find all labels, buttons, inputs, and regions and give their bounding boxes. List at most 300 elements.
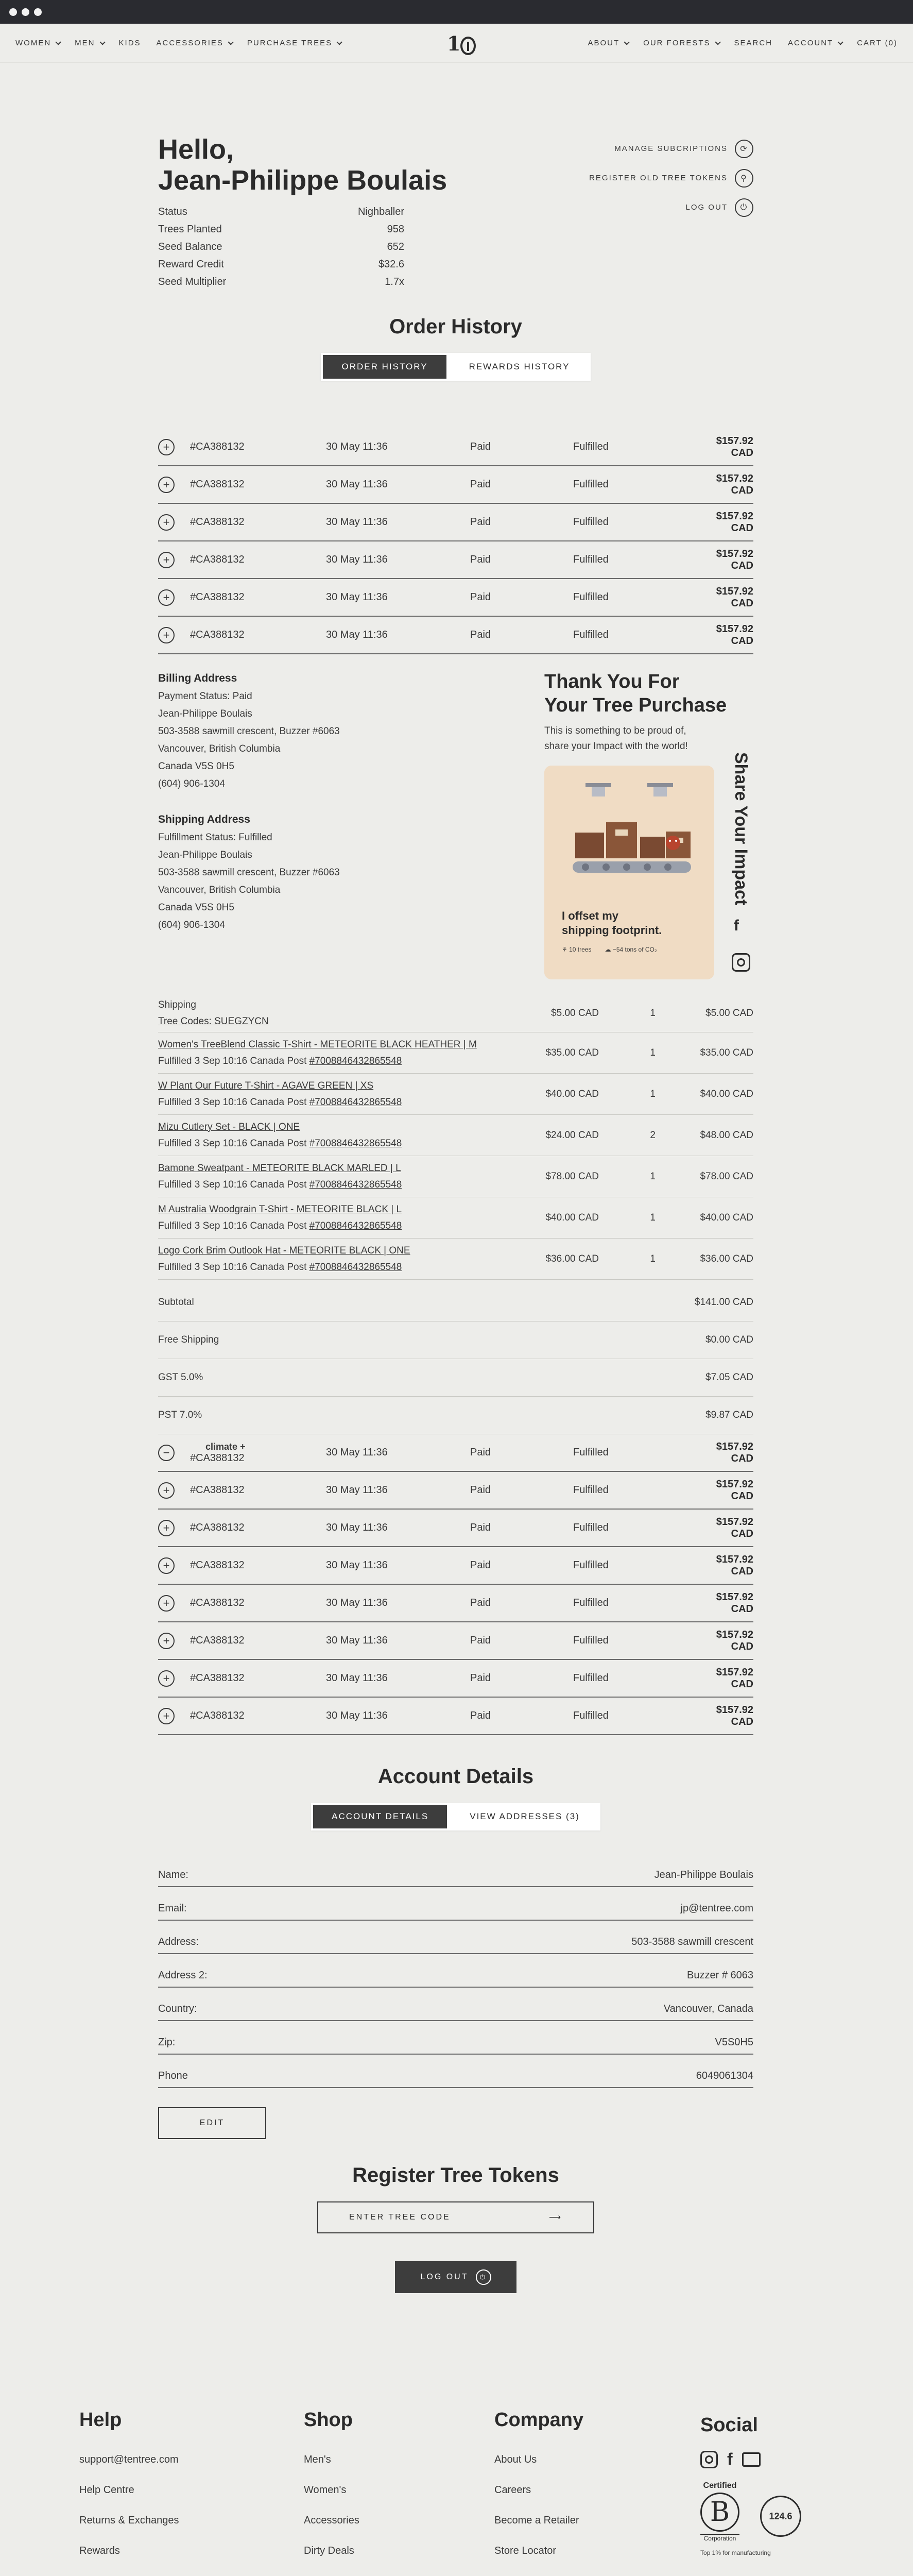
logout-icon: ⏻ <box>476 2269 491 2285</box>
thank-text-1: This is something to be proud of, <box>544 725 686 736</box>
line-item-price: $40.00 CAD <box>545 1088 599 1099</box>
window-close-dot[interactable] <box>9 8 17 16</box>
order-id: #CA388132 <box>190 554 245 565</box>
order-date: 30 May 11:36 <box>326 479 388 490</box>
order-status: Fulfilled <box>573 1484 609 1496</box>
chevron-down-icon <box>715 39 720 45</box>
thank-title-1: Thank You For <box>544 671 680 692</box>
order-status: Fulfilled <box>573 1597 609 1608</box>
expand-icon[interactable]: + <box>158 1482 175 1499</box>
line-item-name[interactable]: Logo Cork Brim Outlook Hat - METEORITE BLACK | ONE <box>158 1245 410 1256</box>
field-label: Name: <box>158 1869 188 1880</box>
order-total: $157.92 CAD <box>716 548 753 571</box>
account-link-1[interactable] <box>537 163 753 193</box>
order-date: 30 May 11:36 <box>326 1522 388 1533</box>
facebook-icon[interactable]: f <box>727 2450 733 2468</box>
impact-share-card[interactable] <box>544 766 714 979</box>
line-item-sub-text: Fulfilled 3 Sep 10:16 Canada Post <box>158 1096 309 1108</box>
order-status: Fulfilled <box>573 629 609 640</box>
stat-row <box>158 238 404 256</box>
expand-icon[interactable]: + <box>158 514 175 531</box>
account-field <box>158 1988 753 2021</box>
expand-icon[interactable]: + <box>158 1708 175 1724</box>
logout-icon: ⏻ <box>735 198 753 217</box>
footer-link[interactable]: Help Centre <box>79 2484 134 2496</box>
line-item-price: $36.00 CAD <box>545 1253 599 1264</box>
logout-button[interactable] <box>395 2261 516 2293</box>
account-link-2[interactable] <box>537 193 753 222</box>
share-your-impact: Share Your Impact <box>731 752 751 906</box>
order-paid: Paid <box>470 1484 491 1496</box>
tracking-link[interactable]: #7008846432865548 <box>309 1138 402 1149</box>
expand-icon[interactable]: + <box>158 1670 175 1687</box>
instagram-icon[interactable] <box>732 953 750 972</box>
user-name: Jean-Philippe Boulais <box>158 165 447 196</box>
order-history-header <box>158 315 753 381</box>
footer-company <box>494 2409 583 2576</box>
account-link-0[interactable] <box>537 134 753 163</box>
field-label: Zip: <box>158 2037 176 2048</box>
order-row[interactable] <box>158 504 753 541</box>
summary-value: $0.00 CAD <box>705 1334 753 1345</box>
line-item-qty: 1 <box>650 1007 656 1019</box>
nav-item-our-forests[interactable] <box>643 39 718 47</box>
stat-label: Reward Credit <box>158 259 224 270</box>
tracking-link[interactable]: #7008846432865548 <box>309 1220 402 1231</box>
nav-label: WOMEN <box>15 39 51 47</box>
nav-item-men[interactable] <box>75 39 103 47</box>
order-paid: Paid <box>470 629 491 640</box>
nav-label: ACCOUNT <box>788 39 834 47</box>
tracking-link[interactable]: #7008846432865548 <box>309 1055 402 1066</box>
footer-link[interactable] <box>494 2566 583 2576</box>
summary-row <box>158 1321 753 1359</box>
stat-value: 958 <box>387 224 404 235</box>
expand-icon[interactable]: + <box>158 1633 175 1649</box>
account-details-title: Account Details <box>377 1765 534 1788</box>
stat-value: 652 <box>387 241 404 252</box>
chevron-down-icon <box>337 39 342 45</box>
footer-help <box>79 2409 179 2576</box>
refresh-icon: ⟳ <box>735 140 753 158</box>
order-status: Fulfilled <box>573 1672 609 1684</box>
order-details <box>158 670 753 979</box>
billing-line: Payment Status: Paid <box>158 691 252 702</box>
instagram-icon[interactable] <box>700 2451 718 2468</box>
nav-label: MEN <box>75 39 95 47</box>
order-status: Fulfilled <box>573 1522 609 1533</box>
nav-item-account[interactable] <box>788 39 841 47</box>
billing-line: Canada V5S 0H5 <box>158 761 234 772</box>
footer-link[interactable]: Accessories <box>304 2515 359 2526</box>
field-label: Email: <box>158 1903 187 1914</box>
footer-link[interactable]: Men's <box>304 2454 331 2465</box>
line-item <box>158 1115 753 1156</box>
stat-row <box>158 203 404 221</box>
shipping-line: Canada V5S 0H5 <box>158 902 234 913</box>
bcorp-logo-icon: B <box>700 2493 739 2532</box>
line-item-name[interactable]: M Australia Woodgrain T-Shirt - METEORITE BLACK | L <box>158 1204 402 1215</box>
account-field <box>158 1921 753 1954</box>
expand-icon[interactable]: + <box>158 477 175 493</box>
order-total: $157.92 CAD <box>716 1629 753 1652</box>
tree-icon: ⚘ <box>562 946 567 953</box>
footer-link[interactable] <box>304 2566 374 2576</box>
order-row[interactable] <box>158 617 753 654</box>
shipping-address <box>158 811 340 934</box>
order-total: $157.92 CAD <box>716 585 753 609</box>
expand-icon[interactable]: + <box>158 1595 175 1612</box>
order-date: 30 May 11:36 <box>326 1560 388 1571</box>
tab-account-details[interactable]: ACCOUNT DETAILS <box>313 1805 447 1828</box>
thank-title-2: Your Tree Purchase <box>544 694 727 716</box>
facebook-icon[interactable]: f <box>734 917 739 934</box>
nav-item-accessories[interactable] <box>157 39 232 47</box>
line-item <box>158 1239 753 1280</box>
climate-badge: climate + <box>205 1441 246 1452</box>
order-status: Fulfilled <box>573 554 609 565</box>
line-item-total: $40.00 CAD <box>700 1088 753 1099</box>
collapse-icon[interactable]: − <box>158 1445 175 1461</box>
order-row[interactable] <box>158 579 753 617</box>
order-id: #CA388132 <box>190 1635 245 1646</box>
expand-icon[interactable]: + <box>158 439 175 455</box>
footer-social-title: Social <box>700 2414 758 2436</box>
line-item-qty: 1 <box>650 1253 656 1264</box>
order-total: $157.92 CAD <box>716 1591 753 1615</box>
nav-right <box>588 39 898 47</box>
card-co2: ☁ ~54 tons of CO₂ <box>605 946 657 953</box>
window-minimize-dot[interactable] <box>22 8 29 16</box>
order-paid: Paid <box>470 1560 491 1571</box>
expand-icon[interactable]: + <box>158 1520 175 1536</box>
account-field <box>158 2021 753 2055</box>
summary-value: $7.05 CAD <box>705 1372 753 1383</box>
order-row[interactable] <box>158 466 753 504</box>
chevron-down-icon <box>56 39 61 45</box>
summary-row <box>158 1284 753 1321</box>
billing-address <box>158 670 340 793</box>
order-date: 30 May 11:36 <box>326 1710 388 1721</box>
account-link-label: REGISTER OLD TREE TOKENS <box>589 174 728 182</box>
expand-icon[interactable]: + <box>158 552 175 568</box>
summary-value: $9.87 CAD <box>705 1410 753 1420</box>
order-history-title: Order History <box>389 315 522 338</box>
account-details-header <box>158 1765 753 1831</box>
line-item-name[interactable]: Mizu Cutlery Set - BLACK | ONE <box>158 1121 300 1132</box>
stat-label: Seed Multiplier <box>158 276 227 287</box>
tracking-link[interactable]: #7008846432865548 <box>309 1096 402 1108</box>
line-item-sub <box>158 1177 402 1193</box>
tracking-link[interactable]: #7008846432865548 <box>309 1261 402 1273</box>
line-item-total: $40.00 CAD <box>700 1212 753 1223</box>
stat-row <box>158 273 404 291</box>
line-item-name[interactable]: Women's TreeBlend Classic T-Shirt - METEORITE BLACK HEATHER | M <box>158 1039 477 1050</box>
order-row[interactable] <box>158 429 753 466</box>
cloud-icon: ☁ <box>605 946 611 953</box>
order-total: $157.92 CAD <box>716 623 753 647</box>
line-item-sub <box>158 1094 402 1111</box>
line-item-qty: 1 <box>650 1047 656 1058</box>
order-date: 30 May 11:36 <box>326 591 388 603</box>
footer-link[interactable]: Rewards <box>79 2545 120 2556</box>
stat-row <box>158 256 404 273</box>
line-item-qty: 1 <box>650 1212 656 1223</box>
chevron-down-icon <box>228 39 233 45</box>
field-value: Buzzer # 6063 <box>687 1970 753 1981</box>
field-value: Jean-Philippe Boulais <box>654 1869 753 1880</box>
order-total: $157.92 CAD <box>716 435 753 459</box>
line-item-price: $35.00 CAD <box>545 1047 599 1058</box>
browser-chrome <box>0 0 913 24</box>
line-item <box>158 1032 753 1074</box>
line-item-price: $24.00 CAD <box>545 1129 599 1141</box>
line-item <box>158 994 753 1032</box>
order-date: 30 May 11:36 <box>326 1597 388 1608</box>
line-item-qty: 2 <box>650 1129 656 1141</box>
order-status: Fulfilled <box>573 1635 609 1646</box>
line-item-sub <box>158 1013 269 1030</box>
stat-label: Seed Balance <box>158 241 222 252</box>
arrow-right-icon[interactable]: ⟶ <box>549 2213 562 2222</box>
bcorp-score: 124.6 <box>760 2496 801 2537</box>
shipping-line: Jean-Philippe Boulais <box>158 850 252 860</box>
footer-link[interactable]: Women's <box>304 2484 347 2496</box>
nav-label: OUR FORESTS <box>643 39 711 47</box>
order-total: $157.92 CAD <box>716 1704 753 1727</box>
order-total: $157.92 CAD <box>716 1516 753 1539</box>
order-paid: Paid <box>470 1522 491 1533</box>
account-links <box>537 134 753 222</box>
line-item-total: $36.00 CAD <box>700 1253 753 1264</box>
nav-item-women[interactable] <box>15 39 59 47</box>
edit-wrap <box>158 2107 753 2139</box>
register-title: Register Tree Tokens <box>352 2164 559 2187</box>
line-item-price: $5.00 CAD <box>551 1007 599 1019</box>
line-item-sub-text: Fulfilled 3 Sep 10:16 Canada Post <box>158 1138 309 1149</box>
line-item-sub-text: Fulfilled 3 Sep 10:16 Canada Post <box>158 1220 309 1231</box>
tab-order-history[interactable]: ORDER HISTORY <box>323 355 446 379</box>
line-item-sub <box>158 1053 477 1070</box>
card-line-2: shipping footprint. <box>562 924 662 937</box>
account-field <box>158 1887 753 1921</box>
order-total: $157.92 CAD <box>716 1553 753 1577</box>
order-row[interactable] <box>158 1660 753 1698</box>
logout-label: LOG OUT <box>420 2273 469 2281</box>
order-list-bottom <box>158 1434 753 1735</box>
order-status: Fulfilled <box>573 591 609 603</box>
order-summary <box>158 1284 753 1434</box>
order-status: Fulfilled <box>573 441 609 452</box>
order-total: $157.92 CAD <box>716 510 753 534</box>
order-row[interactable] <box>158 1698 753 1735</box>
line-item-total: $48.00 CAD <box>700 1129 753 1141</box>
footer-shop-title: Shop <box>304 2409 353 2431</box>
line-item-name[interactable]: W Plant Our Future T-Shirt - AGAVE GREEN | XS <box>158 1080 374 1091</box>
billing-line: (604) 906-1304 <box>158 778 225 789</box>
account-field <box>158 1854 753 1887</box>
footer-company-title: Company <box>494 2409 584 2431</box>
field-label: Phone <box>158 2070 188 2081</box>
stat-row <box>158 221 404 238</box>
order-id-text: #CA388132 <box>190 1452 245 1464</box>
order-id: #CA388132 <box>190 1672 245 1684</box>
order-status: Fulfilled <box>573 479 609 490</box>
nav-item-purchase-trees[interactable] <box>247 39 340 47</box>
chevron-down-icon <box>99 39 105 45</box>
order-row[interactable] <box>158 1472 753 1510</box>
billing-line: Vancouver, British Columbia <box>158 743 281 754</box>
billing-title: Billing Address <box>158 672 237 684</box>
order-id: #CA388132 <box>190 591 245 603</box>
line-item-sub-text: Fulfilled 3 Sep 10:16 Canada Post <box>158 1179 309 1190</box>
expand-icon[interactable]: + <box>158 589 175 606</box>
tab-view-addresses[interactable]: VIEW ADDRESSES (3) <box>470 1811 580 1821</box>
order-total: $157.92 CAD <box>716 1666 753 1690</box>
summary-label: PST 7.0% <box>158 1410 202 1420</box>
footer-link[interactable]: Store Locator <box>494 2545 557 2556</box>
order-row[interactable] <box>158 1547 753 1585</box>
line-item-total: $35.00 CAD <box>700 1047 753 1058</box>
expand-icon[interactable]: + <box>158 627 175 643</box>
field-label: Address 2: <box>158 1970 208 1981</box>
order-row[interactable] <box>158 541 753 579</box>
footer-link[interactable] <box>79 2566 179 2576</box>
footer-link[interactable]: Careers <box>494 2484 531 2496</box>
order-date: 30 May 11:36 <box>326 516 388 528</box>
register-tokens <box>158 2164 753 2293</box>
edit-button[interactable]: EDIT <box>158 2107 266 2139</box>
order-total: $157.92 CAD <box>716 1440 753 1464</box>
order-row[interactable] <box>158 1510 753 1547</box>
tracking-link[interactable]: #7008846432865548 <box>309 1179 402 1190</box>
summary-label: Subtotal <box>158 1297 194 1308</box>
line-item-total: $5.00 CAD <box>705 1007 753 1019</box>
order-date: 30 May 11:36 <box>326 1484 388 1496</box>
order-status: Fulfilled <box>573 1710 609 1721</box>
billing-line: 503-3588 sawmill crescent, Buzzer #6063 <box>158 726 340 737</box>
field-value: 503-3588 sawmill crescent <box>631 1936 753 1947</box>
account-fields <box>158 1854 753 2088</box>
stat-value: Nighballer <box>357 206 404 217</box>
field-value: jp@tentree.com <box>680 1903 753 1914</box>
line-item-name[interactable]: Bamone Sweatpant - METEORITE BLACK MARLED | L <box>158 1162 401 1174</box>
account-field <box>158 1954 753 1988</box>
line-item-qty: 1 <box>650 1171 656 1182</box>
line-item-sub <box>158 1259 410 1276</box>
order-status: Fulfilled <box>573 1560 609 1571</box>
order-date: 30 May 11:36 <box>326 441 388 452</box>
greeting: Hello, <box>158 134 234 165</box>
footer-help-title: Help <box>79 2409 122 2431</box>
line-item-sub <box>158 1218 402 1234</box>
footer-link[interactable]: About Us <box>494 2454 537 2465</box>
footer-link[interactable]: support@tentree.com <box>79 2454 179 2465</box>
order-date: 30 May 11:36 <box>326 554 388 565</box>
youtube-icon[interactable] <box>742 2452 761 2467</box>
nav-left <box>15 39 340 47</box>
tab-rewards-history[interactable]: REWARDS HISTORY <box>469 362 570 371</box>
order-id: #CA388132 <box>190 441 245 452</box>
card-trees: ⚘ 10 trees <box>562 946 592 953</box>
order-paid: Paid <box>470 1597 491 1608</box>
line-item <box>158 1156 753 1197</box>
tree-code-input[interactable] <box>317 2201 594 2233</box>
order-paid: Paid <box>470 591 491 603</box>
order-date: 30 May 11:36 <box>326 1635 388 1646</box>
field-label: Country: <box>158 2003 197 2014</box>
nav-item-kids[interactable] <box>119 39 141 47</box>
order-total: $157.92 CAD <box>716 472 753 496</box>
shipping-title: Shipping Address <box>158 814 250 825</box>
chevron-down-icon <box>838 39 843 45</box>
order-id: #CA388132 <box>190 1522 245 1533</box>
line-item-price: $40.00 CAD <box>545 1212 599 1223</box>
line-item-sub-text: Fulfilled 3 Sep 10:16 Canada Post <box>158 1261 309 1273</box>
footer-link[interactable]: Returns & Exchanges <box>79 2515 179 2526</box>
line-item-qty: 1 <box>650 1088 656 1099</box>
footer-link[interactable]: Dirty Deals <box>304 2545 354 2556</box>
order-row[interactable] <box>158 1585 753 1622</box>
field-value: 6049061304 <box>696 2070 753 2081</box>
summary-value: $141.00 CAD <box>694 1297 753 1308</box>
order-id: #CA388132 <box>190 629 245 640</box>
nav-item-search[interactable] <box>734 39 773 47</box>
field-value: V5S0H5 <box>715 2037 753 2048</box>
card-line-1: I offset my <box>562 909 619 922</box>
line-item-total: $78.00 CAD <box>700 1171 753 1182</box>
thank-you-block <box>544 670 740 754</box>
nav-label: SEARCH <box>734 39 773 47</box>
tentree-logo[interactable]: 1 <box>447 32 476 55</box>
summary-row <box>158 1397 753 1434</box>
line-item-sub <box>158 1136 402 1152</box>
window-maximize-dot[interactable] <box>34 8 42 16</box>
shipping-line: Fulfillment Status: Fulfilled <box>158 832 272 843</box>
footer-columns <box>79 2409 836 2576</box>
order-row[interactable] <box>158 1434 753 1472</box>
expand-icon[interactable]: + <box>158 1557 175 1574</box>
summary-label: Free Shipping <box>158 1334 219 1345</box>
summary-row <box>158 1359 753 1397</box>
order-status: Fulfilled <box>573 1447 609 1458</box>
order-paid: Paid <box>470 479 491 490</box>
line-item-price: $78.00 CAD <box>545 1171 599 1182</box>
order-id: #CA388132 <box>190 479 245 490</box>
order-paid: Paid <box>470 441 491 452</box>
order-status: Fulfilled <box>573 516 609 528</box>
account-field <box>158 2055 753 2088</box>
nav-item-cart-0-[interactable] <box>857 39 898 47</box>
order-paid: Paid <box>470 516 491 528</box>
stat-label: Status <box>158 206 187 217</box>
order-row[interactable] <box>158 1622 753 1660</box>
field-value: Vancouver, Canada <box>663 2003 753 2014</box>
footer-link[interactable]: Become a Retailer <box>494 2515 579 2526</box>
stat-value: $32.6 <box>378 259 404 270</box>
order-id: #CA388132 <box>190 1560 245 1571</box>
chevron-down-icon <box>624 39 630 45</box>
shipping-line: 503-3588 sawmill crescent, Buzzer #6063 <box>158 867 340 878</box>
order-id <box>190 1442 326 1464</box>
billing-line: Jean-Philippe Boulais <box>158 708 252 719</box>
order-date: 30 May 11:36 <box>326 1672 388 1684</box>
order-paid: Paid <box>470 1710 491 1721</box>
order-id: #CA388132 <box>190 1710 245 1721</box>
footer-social <box>700 2409 834 2556</box>
nav-item-about[interactable] <box>588 39 628 47</box>
nav-label: ACCESSORIES <box>156 39 223 47</box>
